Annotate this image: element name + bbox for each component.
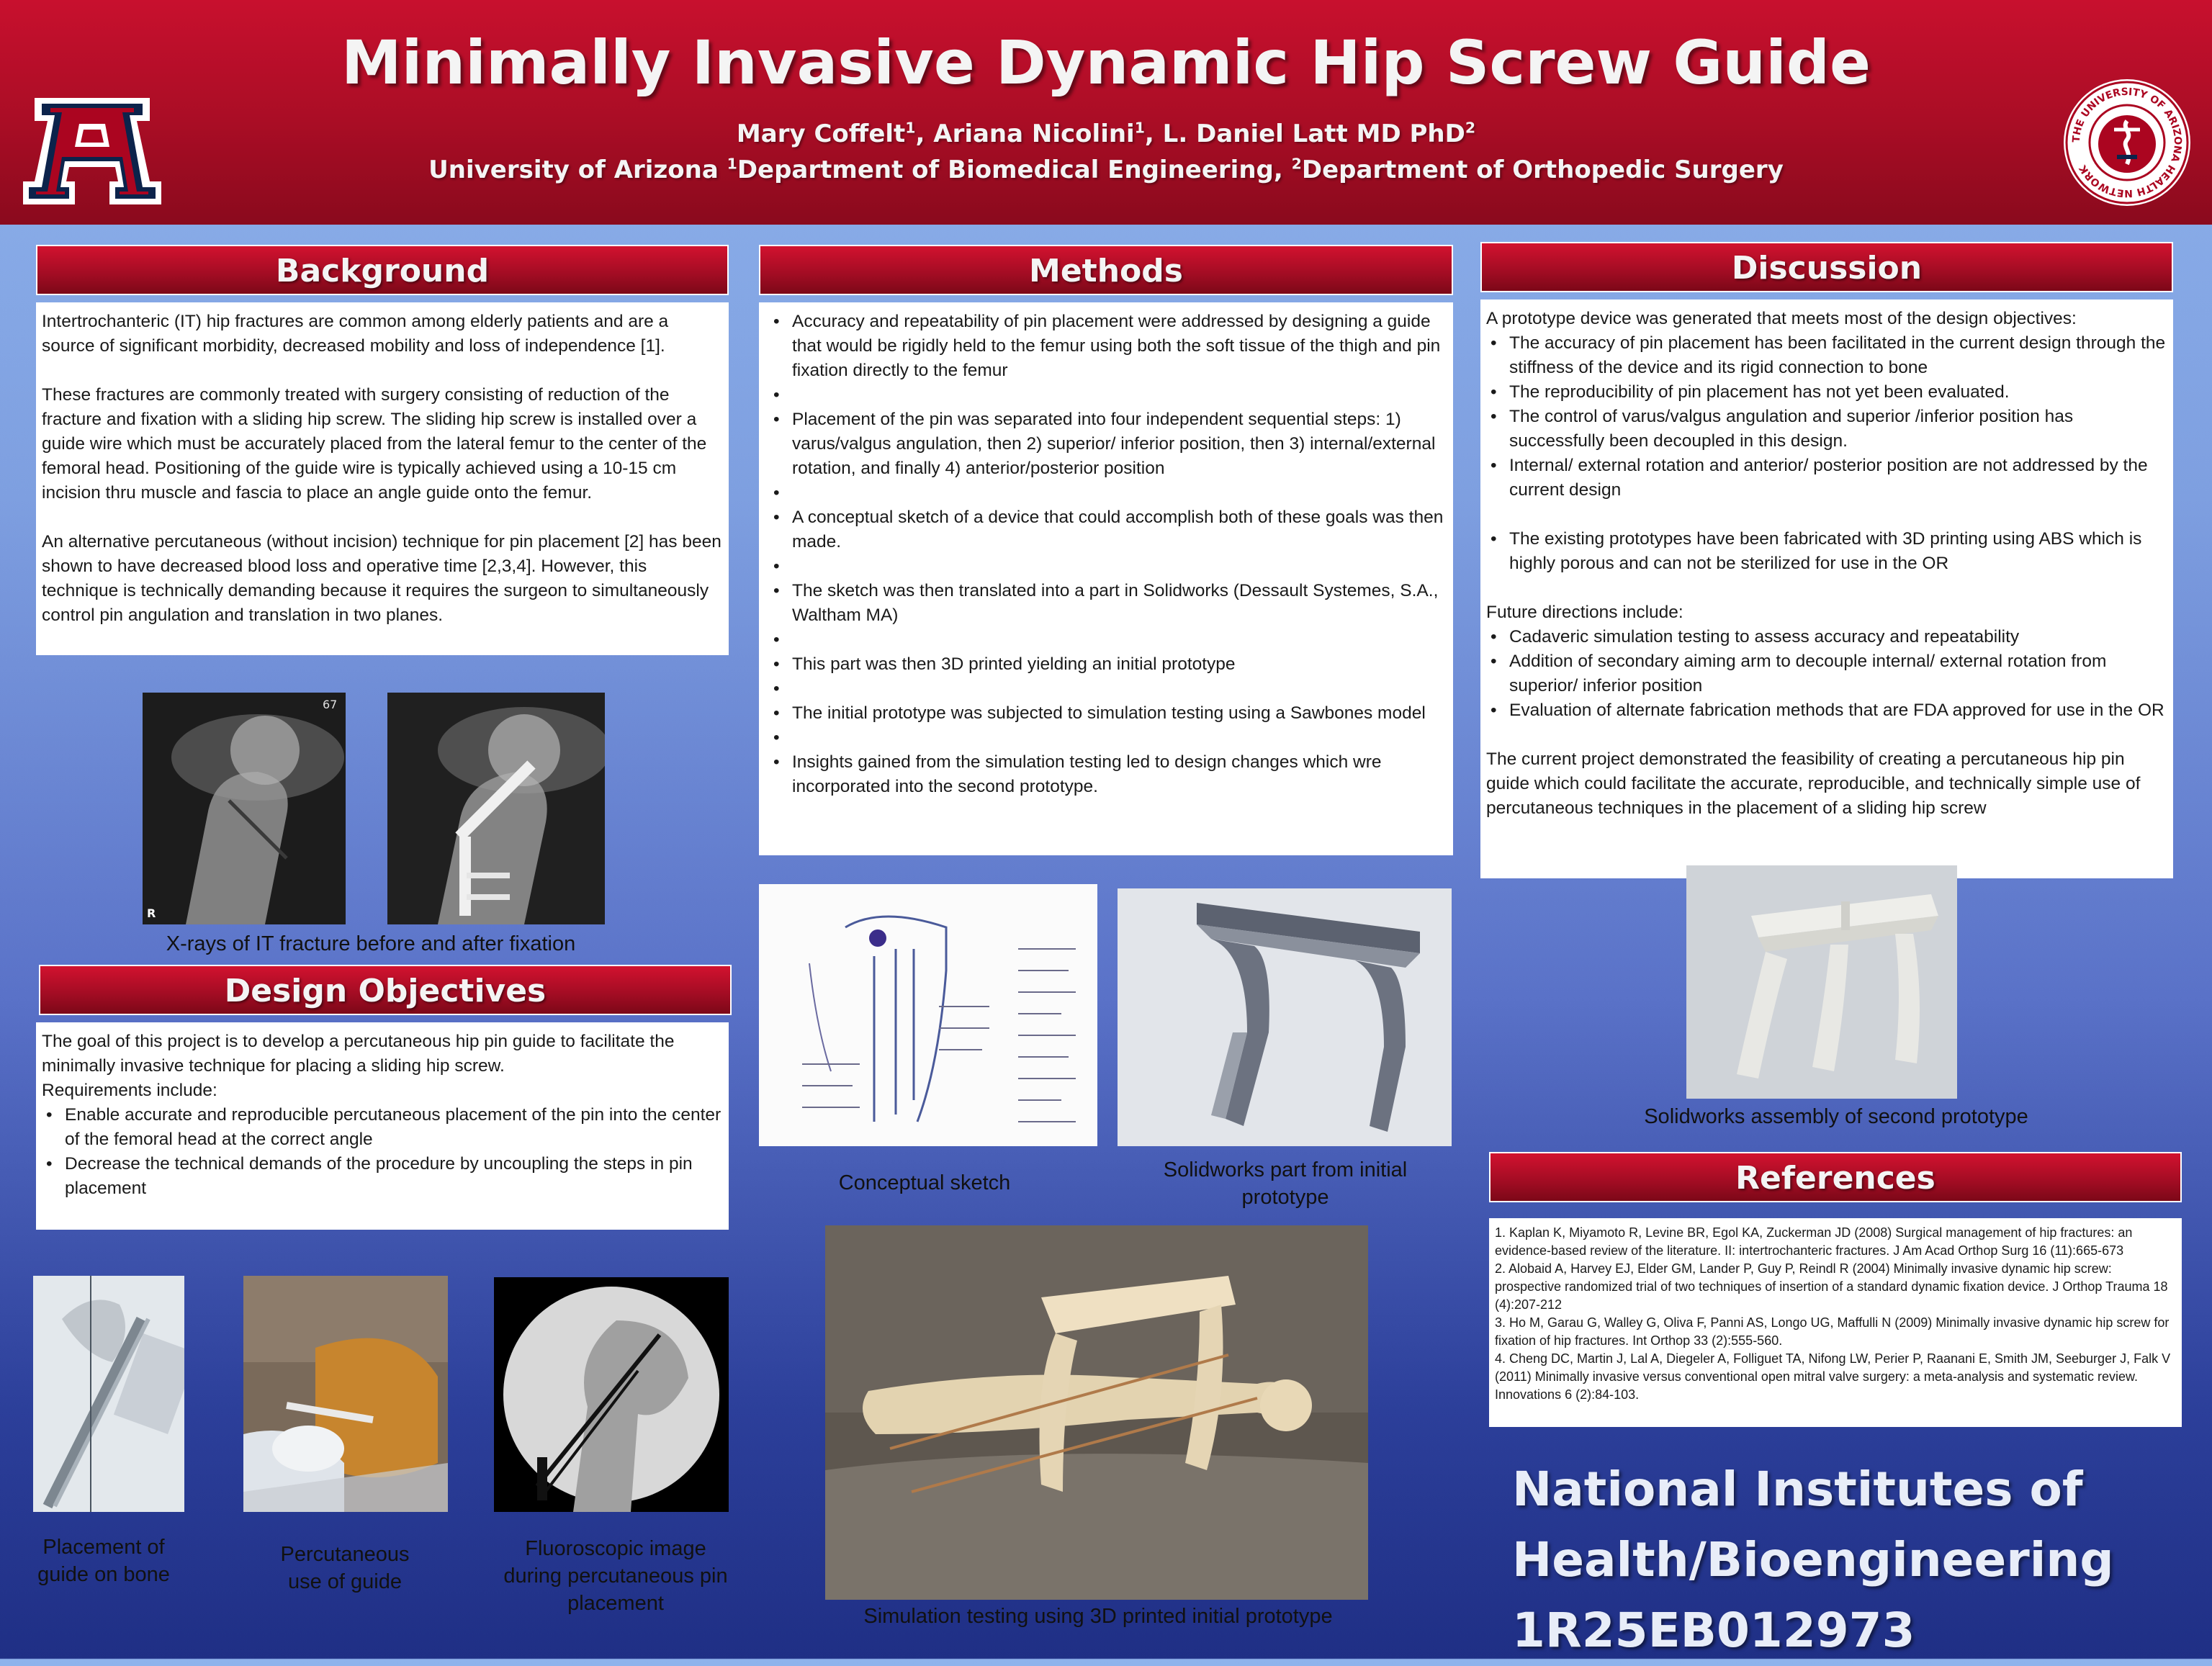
discussion-text-box: [1480, 300, 2173, 878]
spacer: [792, 383, 1447, 408]
fluoroscopic-caption: Fluoroscopic image during percutaneous pin placement: [503, 1537, 728, 1615]
design-bullet: • Decrease the technical demands of the procedure by uncoupling the steps in pin placement: [65, 1152, 723, 1201]
discussion-bullet: • Internal/ external rotation and anterior/ posterior position are not addressed by the current design: [1509, 454, 2167, 503]
assembly-caption: Solidworks assembly of second prototype: [1644, 1105, 2028, 1128]
xray-before-image: [143, 693, 346, 924]
part-caption: Solidworks part from initial prototype: [1163, 1158, 1408, 1209]
discussion-bullet: • The accuracy of pin placement has been facilitated in the current design through the stiffness of the device and its rigid connection to bone: [1509, 331, 2167, 380]
future-bullet: • Evaluation of alternate fabrication methods that are FDA approved for use in the OR: [1509, 698, 2167, 723]
simulation-caption: Simulation testing using 3D printed initial prototype: [863, 1605, 1333, 1628]
svg-text:67: 67: [323, 698, 338, 711]
svg-text:R: R: [147, 906, 156, 920]
background-paragraph: These fractures are commonly treated with surgery consisting of reduction of the fracture and fixation with a sliding hip screw. The sliding hip screw is installed over a guide wire which must be accurately placed from the lateral femur to the center of the femoral head. Positioning of the guide wire is typically achieved using a 10-15 cm incision thru muscle and fascia to place an angle guide onto the femur.: [42, 385, 707, 503]
methods-bullet: • Insights gained from the simulation testing led to design changes which wre incorporated into the second prototype.: [792, 750, 1447, 799]
solidworks-part-image: [1118, 888, 1452, 1146]
percutaneous-caption: Percutaneous use of guide: [280, 1543, 410, 1593]
design-req-label: Requirements include:: [42, 1081, 217, 1100]
methods-bullet: • A conceptual sketch of a device that could accomplish both of these goals was then made.: [792, 505, 1447, 554]
methods-text-box: [759, 302, 1453, 855]
discussion-bullet: • The reproducibility of pin placement has not yet been evaluated.: [1509, 380, 2167, 405]
future-bullet: • Addition of secondary aiming arm to decouple internal/ external rotation from superior/ inferior position: [1509, 649, 2167, 698]
design-intro: The goal of this project is to develop a percutaneous hip pin guide to facilitate the minimally invasive technique for placing a sliding hip screw.: [42, 1032, 675, 1076]
funding-line: National Institutes of: [1512, 1462, 2083, 1517]
svg-text:THE UNIVERSITY OF ARIZONA HEAL: THE UNIVERSITY OF ARIZONA HEALTH NETWORK: [2070, 86, 2184, 199]
reference-item: 1. Kaplan K, Miyamoto R, Levine BR, Egol KA, Zuckerman JD (2008) Surgical management of hip fractures: an evidence-based review of the literature. II: intertrochanteric fractures. J Am Acad Orthop Surg 16 (11):665-673: [1495, 1225, 2133, 1258]
methods-bullet: • Accuracy and repeatability of pin placement were addressed by designing a guide that would be rigidly held to the femur using both the soft tissue of the thigh and pin fixation directly to the femur: [792, 310, 1447, 383]
fluoroscopic-image: [494, 1277, 729, 1512]
future-bullet: • Cadaveric simulation testing to assess accuracy and repeatability: [1509, 625, 2167, 649]
spacer: [792, 677, 1447, 701]
spacer: [792, 554, 1447, 579]
discussion-bullet: • The control of varus/valgus angulation and superior /inferior position has successfully been decoupled in this design.: [1509, 405, 2167, 454]
poster-header: [0, 0, 2212, 225]
simulation-testing-image: [825, 1225, 1368, 1600]
university-health-network-seal: [2062, 78, 2192, 207]
poster-title: Minimally Invasive Dynamic Hip Screw Guide: [341, 27, 1871, 98]
guide-on-bone-image: [33, 1276, 184, 1512]
design-objectives-heading: Design Objectives: [39, 965, 732, 1015]
design-bullet: • Enable accurate and reproducible percutaneous placement of the pin into the center of the femoral head at the correct angle: [65, 1103, 723, 1152]
placement-caption: Placement of guide on bone: [37, 1536, 170, 1586]
university-of-arizona-logo: [22, 92, 163, 210]
references-box: [1489, 1218, 2182, 1427]
funding-line: 1R25EB012973: [1512, 1603, 1915, 1658]
methods-bullet: • Placement of the pin was separated into four independent sequential steps: 1) varus/valgus angulation, then 2) superior/ inferior position, then 3) internal/external rotation, and finally 4) anterior/posterior position: [792, 408, 1447, 481]
reference-item: 4. Cheng DC, Martin J, Lal A, Diegeler A, Folliguet TA, Nifong LW, Perier P, Raanani E, Smith JM, Seeburger J, Falk V (2011) Minimally invasive versus conventional open mitral valve surgery: a meta-analysis and systematic review. Innovations 6 (2):84-103.: [1495, 1351, 2171, 1402]
discussion-conclusion: The current project demonstrated the feasibility of creating a percutaneous hip pin guide which could facilitate the accurate, reproducible, and technically simple use of percutaneous techniques in the placement of a sliding hip screw: [1486, 749, 2141, 818]
background-heading: Background: [36, 245, 729, 295]
funding-line: Health/Bioengineering: [1512, 1532, 2114, 1588]
discussion-bullet: • The existing prototypes have been fabricated with 3D printing using ABS which is highly porous and can not be sterilized for use in the OR: [1509, 527, 2167, 576]
xray-after-image: [387, 693, 605, 924]
funding-statement: [1512, 1454, 2189, 1666]
background-text-box: [36, 302, 729, 655]
spacer: [792, 726, 1447, 750]
background-paragraph: An alternative percutaneous (without incision) technique for pin placement [2] has been shown to have decreased blood loss and operative time [2,3,4]. However, this technique is technically demanding because it requires the surgeon to simultaneously control pin angulation and translation in two planes.: [42, 532, 721, 625]
discussion-heading: Discussion: [1480, 242, 2173, 292]
methods-bullet: • This part was then 3D printed yielding an initial prototype: [792, 652, 1447, 677]
methods-bullet: • The sketch was then translated into a part in Solidworks (Dessault Systemes, S.A., Waltham MA): [792, 579, 1447, 628]
spacer: [792, 628, 1447, 652]
discussion-intro: A prototype device was generated that meets most of the design objectives:: [1486, 309, 2077, 328]
author-list: Mary Coffelt$^1$, Ariana Nicolini$^1$, L. Daniel Latt MD PhD$^2$: [736, 119, 1476, 148]
design-objectives-text-box: [36, 1022, 729, 1230]
methods-bullet: • The initial prototype was subjected to simulation testing using a Sawbones model: [792, 701, 1447, 726]
spacer: [792, 481, 1447, 505]
percutaneous-guide-image: [243, 1276, 448, 1512]
background-paragraph: Intertrochanteric (IT) hip fractures are common among elderly patients and are a source of significant morbidity, decreased mobility and loss of independence [1].: [42, 312, 669, 356]
affiliations: University of Arizona $^1$Department of Biomedical Engineering, $^2$Department of Orthopedic Surgery: [428, 155, 1784, 184]
methods-heading: Methods: [759, 245, 1453, 295]
second-prototype-assembly-image: [1686, 865, 1957, 1099]
conceptual-sketch-image: [759, 884, 1097, 1146]
references-heading: References: [1489, 1152, 2182, 1202]
xray-caption: X-rays of IT fracture before and after fixation: [166, 932, 576, 955]
future-label: Future directions include:: [1486, 603, 1683, 622]
reference-item: 2. Alobaid A, Harvey EJ, Elder GM, Lander P, Guy P, Reindl R (2004) Minimally invasive dynamic hip screw: prospective randomized trial of two techniques of insertion of a standard dynamic fixation device. J Orthop Trauma 18 (4):207-212: [1495, 1261, 2168, 1312]
reference-item: 3. Ho M, Garau G, Walley G, Oliva F, Panni AS, Longo UG, Maffulli N (2009) Minimally invasive dynamic hip screw for fixation of hip fractures. Int Orthop 33 (2):555-560.: [1495, 1315, 2170, 1348]
sketch-caption: Conceptual sketch: [838, 1171, 1011, 1194]
